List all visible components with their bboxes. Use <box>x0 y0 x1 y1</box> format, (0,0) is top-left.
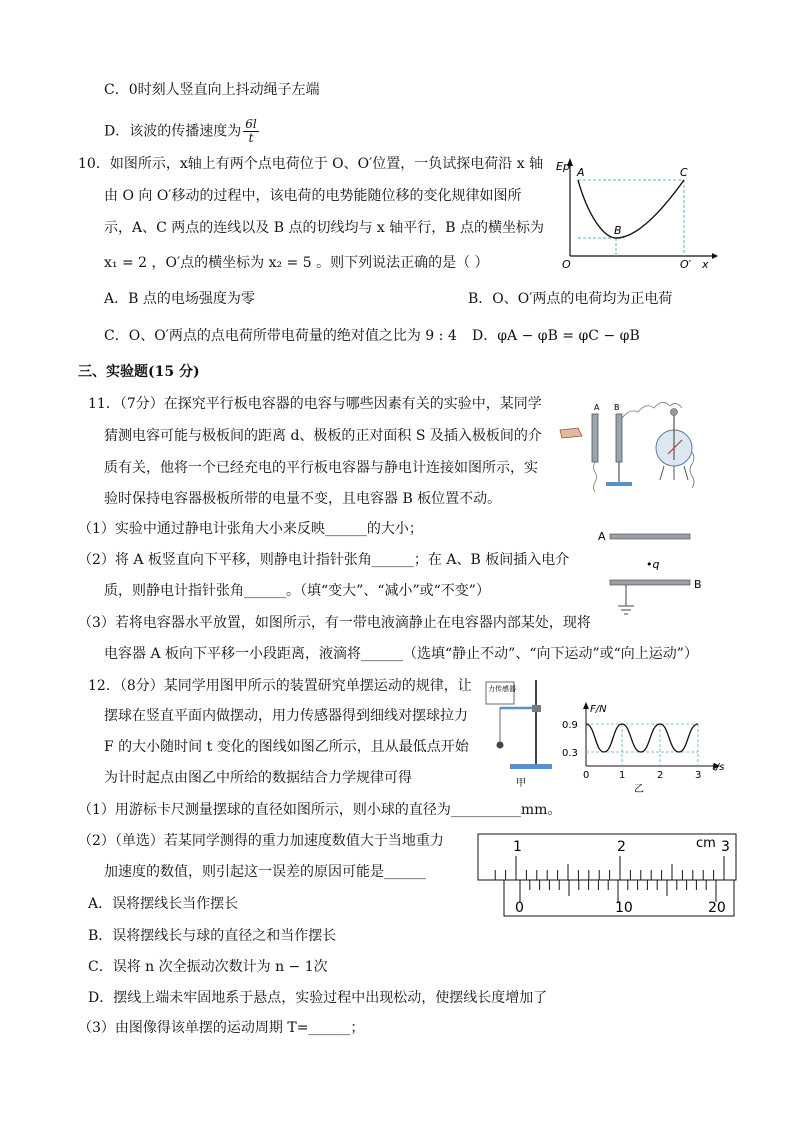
q11-subq2-line2: 质，则静电计指针张角______。（填“变大”、“减小”或“不变”） <box>104 583 490 599</box>
q12-option-b: B．误将摆线长与球的直径之和当作摆长 <box>88 928 337 944</box>
t-tick-3: 3 <box>695 770 702 781</box>
q10-option-d: D．φA − φB = φC − φB <box>472 328 640 344</box>
y-axis-label: Ep <box>556 160 570 173</box>
q10-stem-line4: x₁ = 2 ，O′点的横坐标为 x₂ = 5 。则下列说法正确的是（ ） <box>104 255 489 271</box>
q10-option-c: C．O、O′两点的点电荷所带电荷量的绝对值之比为 9 : 4 <box>104 328 457 344</box>
plate-a <box>592 414 598 462</box>
plate-b-label: B <box>614 403 620 412</box>
fraction-numerator: 6l <box>245 117 257 131</box>
q12-stem-line1: 12．（8分）某同学用图甲所示的装置研究单摆运动的规律，让 <box>88 678 472 694</box>
pendulum-stand-base <box>510 764 552 769</box>
q11-subq1: （1）实验中通过静电计张角大小来反映______的大小； <box>78 521 423 537</box>
figure-jia-label: 甲 <box>516 778 526 789</box>
pendulum-bob <box>497 742 504 749</box>
point-c-label: C <box>680 166 688 179</box>
main-scale-label-3: 3 <box>721 839 730 855</box>
plate-a-label: A <box>594 403 600 412</box>
ep-curve <box>578 180 684 238</box>
horizontal-plate-a-label: A <box>598 530 606 543</box>
q9-option-c: C．0时刻人竖直向上抖动绳子左端 <box>104 82 320 98</box>
q10-stem-line3: 示，A、C 两点的连线以及 B 点的切线均与 x 轴平行，B 点的横坐标为 <box>104 220 544 236</box>
figure-yi-label: 乙 <box>634 784 644 794</box>
q12-subq1: （1）用游标卡尺测量摆球的直径如图所示，则小球的直径为__________mm。 <box>78 802 562 818</box>
q11-capacitor-electrometer-figure <box>556 396 714 500</box>
vernier-label-0: 0 <box>515 900 524 916</box>
section-title: 三、实验题(15 分) <box>78 364 200 380</box>
fraction-denominator: t <box>248 131 254 145</box>
horizontal-plate-a <box>610 534 690 539</box>
q11-stem-line4: 验时保持电容器极板所带的电量不变，且电容器 B 板位置不动。 <box>104 491 502 507</box>
main-scale-unit: cm <box>696 836 716 851</box>
q12-stem-line4: 为计时起点由图乙中所给的数据结合力学规律可得 <box>104 770 412 786</box>
horizontal-plate-b-label: B <box>694 578 702 591</box>
q9-option-d-fraction <box>243 118 258 145</box>
vernier-caliper-figure <box>476 830 740 922</box>
q12-option-d: D．摆线上端未牢固地系于悬点，实验过程中出现松动，使摆线长度增加了 <box>88 990 548 1006</box>
tick-label-0-9: 0.9 <box>562 720 578 731</box>
q12-stem-line3: F 的大小随时间 t 变化的图线如图乙所示，且从最低点开始 <box>104 739 469 755</box>
t-tick-1: 1 <box>619 770 626 781</box>
point-b-label: B <box>614 224 622 237</box>
q10-stem-line2: 由 O 向 O′移动的过程中，该电荷的电势能随位移的变化规律如图所 <box>104 188 522 204</box>
q12-subq2-line1: （2）（单选）若某同学测得的重力加速度数值大于当地重力 <box>78 833 444 849</box>
q12-stem-line2: 摆球在竖直平面内做摆动，用力传感器得到细线对摆球拉力 <box>104 708 468 724</box>
t-axis-label: t/s <box>712 762 725 773</box>
q10-stem-line1: 10．如图所示，x轴上有两个点电荷位于 O、O′位置，一负试探电荷沿 x 轴 <box>78 156 544 172</box>
origin-label: O <box>562 258 571 271</box>
q12-option-a: A．误将摆线长当作摆长 <box>88 896 239 912</box>
q10-potential-energy-graph <box>552 156 722 272</box>
q11-stem-line1: 11．（7分）在探究平行板电容器的电容与哪些因素有关的实验中，某同学 <box>88 396 542 412</box>
force-curve <box>586 724 698 752</box>
hand-icon <box>560 428 582 438</box>
f-axis-arrow <box>583 702 589 709</box>
q12-subq2-line2: 加速度的数值，则引起这一误差的原因可能是______ <box>104 864 426 880</box>
q12-subq3: （3）由图像得该单摆的运动周期 T=______； <box>78 1020 365 1036</box>
t-tick-0: 0 <box>583 770 590 781</box>
x-axis-arrow <box>712 253 718 259</box>
q11-subq2-line1: （2）将 A 板竖直向下平移，则静电计指针张角______；在 A、B 板间插入电介 <box>78 552 570 568</box>
droplet-q-label: •q <box>646 558 660 571</box>
plate-b <box>616 414 622 462</box>
vernier-label-20: 20 <box>708 900 726 916</box>
electrometer-legs <box>660 466 688 480</box>
q9-option-d <box>104 118 259 145</box>
horizontal-plate-b <box>610 580 690 585</box>
stand-base <box>606 482 632 486</box>
main-scale-label-2: 2 <box>617 839 626 855</box>
q11-subq3-line2: 电容器 A 板向下平移一小段距离，液滴将______（选填“静止不动”、“向下运动”或“向上运动”） <box>104 646 698 662</box>
o-prime-label: O′ <box>680 258 692 271</box>
clamp <box>532 705 541 712</box>
q12-force-time-graph <box>558 700 730 794</box>
q11-horizontal-capacitor-figure <box>596 526 712 638</box>
electrometer-ball <box>671 409 678 416</box>
t-tick-2: 2 <box>657 770 664 781</box>
force-sensor-label: 力传感器 <box>488 685 516 693</box>
electrometer-ground-wire <box>690 452 694 488</box>
q11-stem-line3: 质有关，他将一个已经充电的平行板电容器与静电计连接如图所示，实 <box>104 460 538 476</box>
main-scale-label-1: 1 <box>513 839 522 855</box>
q9-option-d-text: D．该波的传播速度为 <box>104 123 242 140</box>
q11-stem-line2: 猜测电容可能与极板间的距离 d、极板的正对面积 S 及插入极板间的介 <box>104 428 542 444</box>
q10-option-a: A．B 点的电场强度为零 <box>104 291 255 307</box>
ground-wire <box>594 462 597 492</box>
vernier-label-10: 10 <box>615 900 633 916</box>
q11-subq3-line1: （3）若将电容器水平放置，如图所示，有一带电液滴静止在电容器内部某处，现将 <box>78 615 591 631</box>
q10-option-b: B．O、O′两点的电荷均为正电荷 <box>468 291 673 307</box>
x-axis-label: x <box>702 258 709 271</box>
q12-pendulum-apparatus-figure <box>484 678 556 790</box>
q12-option-c: C．误将 n 次全振动次数计为 n − 1次 <box>88 959 328 975</box>
point-a-label: A <box>577 166 585 179</box>
tick-label-0-3: 0.3 <box>562 748 578 759</box>
f-axis-label: F/N <box>590 704 607 715</box>
